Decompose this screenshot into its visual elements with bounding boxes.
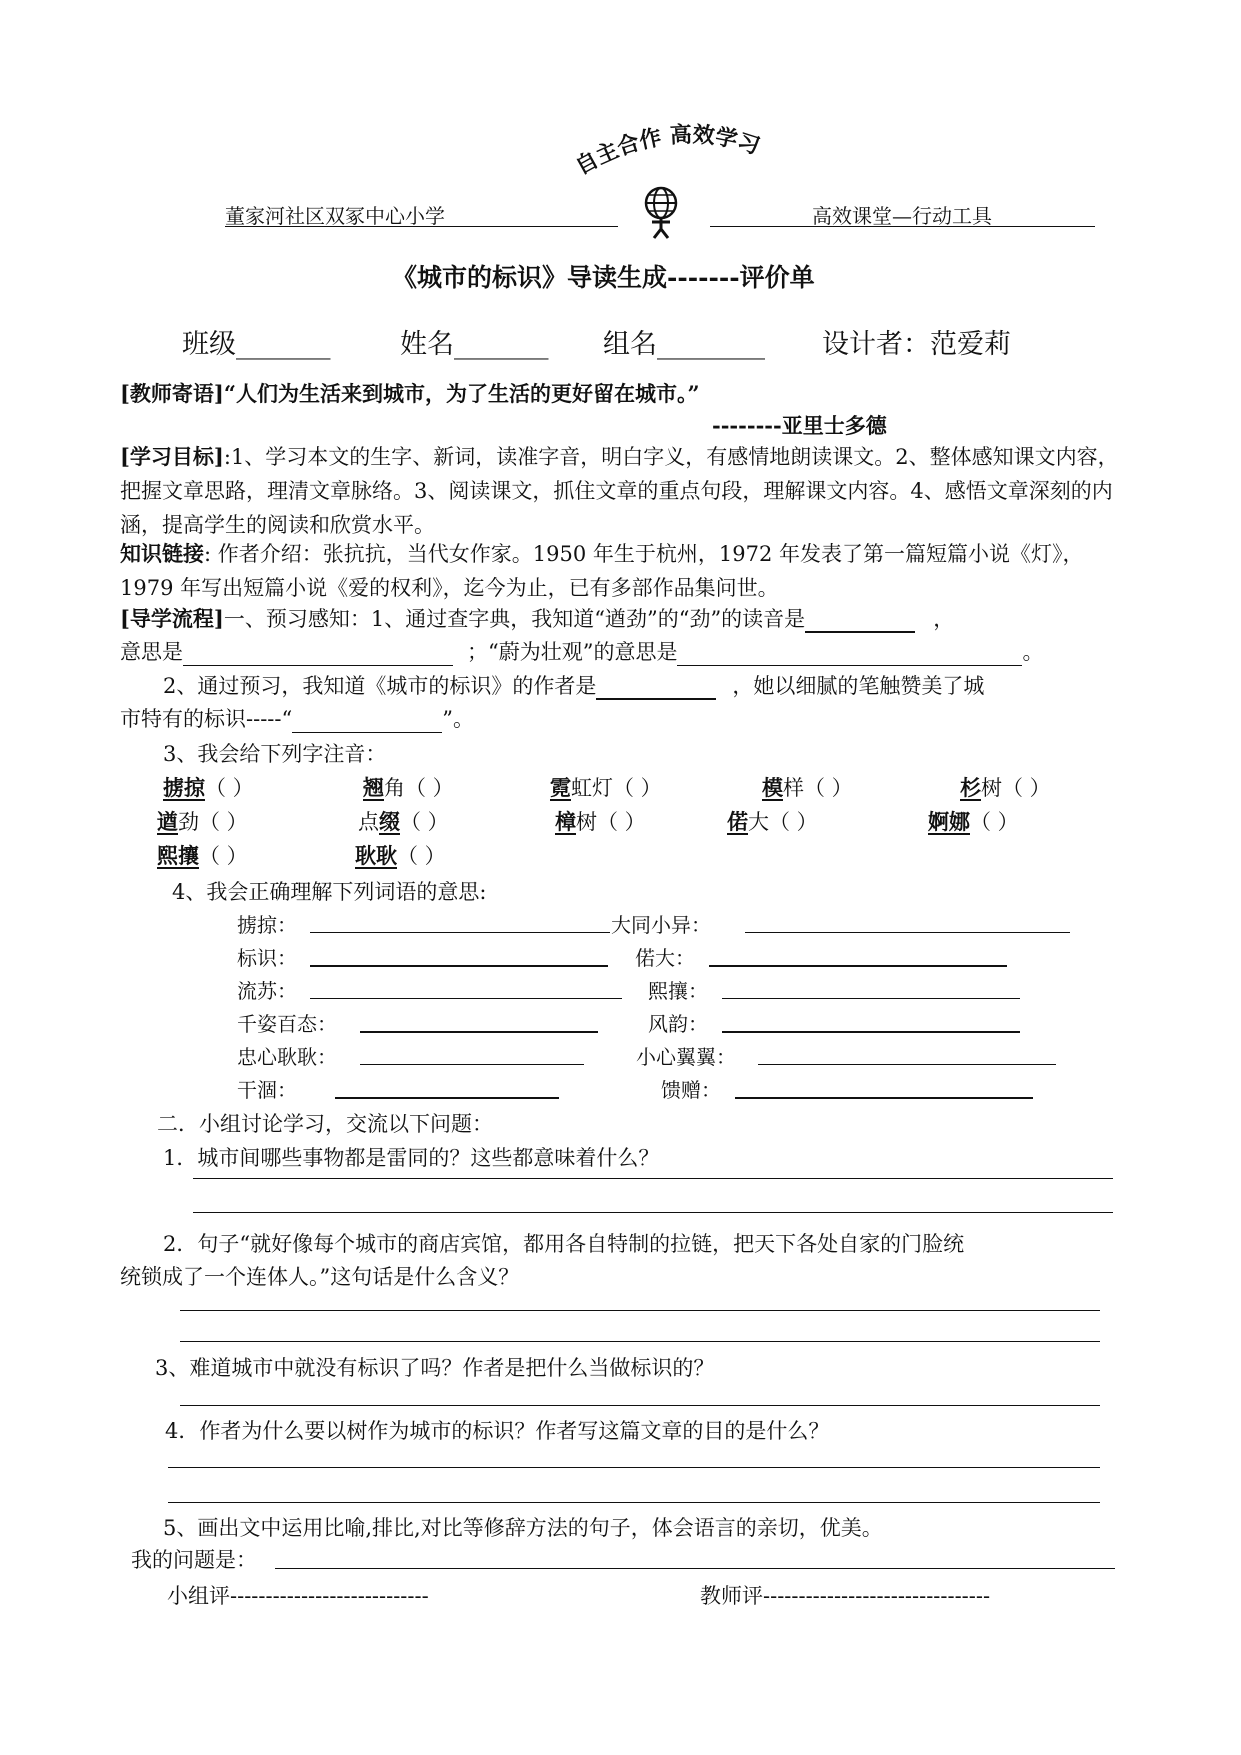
- svg-text:自主合作 高效学习: [571, 122, 763, 180]
- header-rule-left: [225, 226, 618, 227]
- answer-line[interactable]: [180, 1341, 1100, 1342]
- word-blank[interactable]: [360, 1031, 598, 1033]
- q1-period: 。: [1022, 640, 1044, 664]
- q2-text-b: ，她以细腻的笔触赞美了城: [732, 674, 985, 698]
- globe-figure-icon: [640, 185, 682, 239]
- process-tag: [导学流程]: [120, 606, 224, 631]
- goals-text: :1、学习本文的生字、新词，读准字音，明白字义，有感情地朗读课文。2、整体感知课文内容，把握文章思路，理清文章脉络。3、阅读课文，抓住文章的重点句段，理解课文内容。4、感悟文章深刻的内涵，提高学生的阅读和欣赏水平。: [120, 445, 1119, 537]
- q2-text-d: ”。: [442, 707, 474, 731]
- pinyin-item: 模样（ ）: [762, 775, 853, 800]
- q1-comma: ，: [933, 607, 955, 631]
- my-question-line[interactable]: [275, 1568, 1115, 1569]
- word-label: 千姿百态：: [237, 1012, 337, 1036]
- process-q2-line2: [120, 703, 474, 733]
- pinyin-item: 耿耿（ ）: [355, 843, 446, 868]
- process-q4: 4、我会正确理解下列词语的意思:: [172, 880, 487, 904]
- answer-line[interactable]: [180, 1310, 1100, 1311]
- word-blank[interactable]: [310, 965, 608, 967]
- teacher-words-quote: “人们为生活来到城市，为了生活的更好留在城市。”: [223, 381, 700, 406]
- knowledge-tag: 知识链接: [120, 541, 204, 566]
- school-name: 董家河社区双冢中心小学: [225, 204, 445, 228]
- part2-q2a: 2．句子“就好像每个城市的商店宾馆，都用各自特制的拉链，把天下各处自家的门脸统: [163, 1232, 965, 1256]
- learning-goals: [120, 440, 1125, 542]
- word-label: 干涸：: [237, 1078, 297, 1102]
- group-field: 组名________: [603, 329, 765, 360]
- word-blank[interactable]: [745, 932, 1070, 933]
- part2-q4: 4．作者为什么要以树作为城市的标识？作者写这篇文章的目的是什么？: [165, 1419, 830, 1443]
- pinyin-item: 熙攘（ ）: [157, 843, 248, 868]
- header-right: 高效课堂—行动工具: [812, 204, 992, 228]
- part2-q5: 5、画出文中运用比喻,排比,对比等修辞方法的句子，体会语言的亲切，优美。: [163, 1516, 883, 1540]
- class-field: 班级_______: [182, 329, 331, 360]
- my-question-label: 我的问题是：: [131, 1548, 257, 1572]
- author-blank[interactable]: [596, 676, 716, 700]
- word-label: 熙攘：: [648, 979, 708, 1003]
- teacher-words: [120, 378, 700, 408]
- pinyin-item: 樟树（ ）: [555, 809, 646, 834]
- answer-line[interactable]: [168, 1467, 1100, 1468]
- answer-line[interactable]: [193, 1212, 1113, 1213]
- answer-line[interactable]: [168, 1502, 1100, 1503]
- word-blank[interactable]: [722, 998, 1020, 999]
- motto-text: 自主合作 高效学习: [571, 121, 763, 181]
- pinyin-item: 遒劲（ ）: [157, 809, 248, 834]
- meaning-blank[interactable]: [183, 643, 453, 666]
- word-blank[interactable]: [758, 1064, 1056, 1065]
- header-motto: [560, 112, 820, 192]
- knowledge-link: [120, 537, 1125, 605]
- q1-text: 一、预习感知：1、通过查字典，我知道“遒劲”的“劲”的读音是: [223, 607, 806, 631]
- pinyin-item: 霓虹灯（ ）: [550, 775, 662, 800]
- pinyin-item: 偌大（ ）: [727, 809, 818, 834]
- word-label: 馈赠：: [661, 1078, 721, 1102]
- word-blank[interactable]: [310, 932, 610, 933]
- quote-author: --------亚里士多德: [712, 413, 887, 438]
- answer-line[interactable]: [193, 1178, 1113, 1179]
- pinyin-item: 婀娜（ ）: [928, 809, 1019, 834]
- pronunciation-blank[interactable]: [805, 609, 915, 633]
- name-field: 姓名_______: [400, 329, 549, 360]
- word-label: 忠心耿耿：: [237, 1045, 337, 1069]
- q2-text: 2、通过预习，我知道《城市的标识》的作者是: [163, 674, 597, 698]
- pinyin-item: 杉树（ ）: [960, 775, 1051, 800]
- word-label: 标识：: [237, 946, 297, 970]
- part2-q2b: 统锁成了一个连体人。”这句话是什么含义？: [120, 1265, 520, 1289]
- process-q1: [120, 603, 954, 633]
- word-blank[interactable]: [335, 1097, 559, 1099]
- process-q1-meaning: [120, 636, 1043, 666]
- word-blank[interactable]: [735, 1097, 1033, 1099]
- word-blank[interactable]: [310, 998, 622, 999]
- page-title: 《城市的标识》导读生成-------评价单: [392, 263, 815, 292]
- teacher-words-tag: [教师寄语]: [120, 381, 224, 406]
- word-label: 流苏：: [237, 979, 297, 1003]
- word-label: 风韵：: [648, 1012, 708, 1036]
- process-q3: 3、我会给下列字注音：: [163, 742, 387, 766]
- word-label: 大同小异：: [611, 913, 711, 937]
- designer-field: 设计者：范爱莉: [822, 329, 1011, 360]
- answer-line[interactable]: [180, 1405, 1100, 1406]
- word-label: 小心翼翼：: [636, 1045, 736, 1069]
- goals-tag: [学习目标]: [120, 444, 224, 469]
- pinyin-item: 掳掠（ ）: [163, 775, 254, 800]
- part2-q3: 3、难道城市中就没有标识了吗？作者是把什么当做标识的？: [155, 1356, 715, 1380]
- weiwei-label: ；“蔚为壮观”的意思是: [467, 640, 678, 664]
- marker-blank[interactable]: [292, 710, 442, 733]
- group-evaluation: 小组评----------------------------: [167, 1584, 429, 1608]
- process-q2: [163, 670, 984, 700]
- part2-heading: 二．小组讨论学习，交流以下问题：: [157, 1112, 493, 1136]
- pinyin-item: 点缀（ ）: [358, 809, 449, 834]
- pinyin-item: 翘角（ ）: [363, 775, 454, 800]
- part2-q1: 1．城市间哪些事物都是雷同的？这些都意味着什么？: [163, 1146, 660, 1170]
- q2-text-c: 市特有的标识-----“: [120, 707, 293, 731]
- knowledge-text: : 作者介绍：张抗抗，当代女作家。1950 年生于杭州，1972 年发表了第一篇短篇小说《灯》，1979 年写出短篇小说《爱的权利》，迄今为止，已有多部作品集问世。: [120, 542, 1084, 600]
- meaning-label: 意思是: [120, 640, 183, 664]
- weiwei-blank[interactable]: [677, 643, 1022, 666]
- word-blank[interactable]: [360, 1064, 584, 1065]
- teacher-evaluation: 教师评--------------------------------: [700, 1584, 991, 1608]
- header-rule-right: [710, 226, 1095, 227]
- word-blank[interactable]: [709, 965, 1007, 967]
- word-label: 掳掠：: [237, 913, 297, 937]
- word-label: 偌大：: [635, 946, 695, 970]
- word-blank[interactable]: [722, 1031, 1020, 1033]
